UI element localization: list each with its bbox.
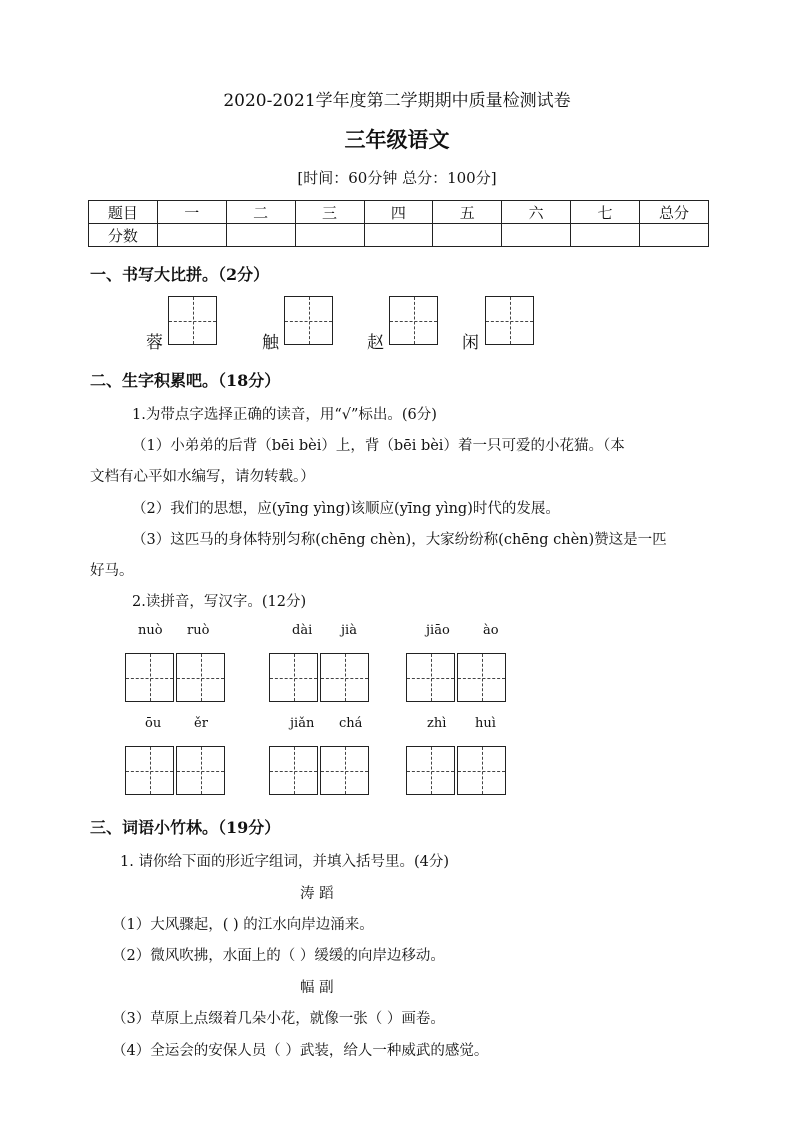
subject-title: 三年级语文 <box>344 127 450 152</box>
score-input-cell[interactable] <box>640 224 709 247</box>
table-cell: 四 <box>364 201 433 224</box>
pinyin-label: nuò <box>138 623 163 638</box>
question-line: 好马。 <box>90 563 134 579</box>
practice-char: 赵 <box>367 333 384 353</box>
score-input-cell[interactable] <box>502 224 571 247</box>
table-cell: 分数 <box>89 224 158 247</box>
question-line: （2）我们的思想，应(yīng yìng)该顺应(yīng yìng)时代的发展。 <box>132 501 560 517</box>
table-cell: 七 <box>571 201 640 224</box>
table-cell: 题目 <box>89 201 158 224</box>
table-cell: 总分 <box>640 201 709 224</box>
word-pair: 涛 蹈 <box>300 886 334 902</box>
writing-grid[interactable] <box>485 296 534 345</box>
pinyin-label: chá <box>339 716 363 731</box>
writing-grid[interactable] <box>406 653 455 702</box>
score-table <box>88 200 709 247</box>
question-line: （1）小弟弟的后背（bēi bèi）上，背（bēi bèi）着一只可爱的小花猫。（本 <box>132 438 625 454</box>
writing-grid[interactable] <box>320 746 369 795</box>
pinyin-label: zhì <box>427 716 447 731</box>
pinyin-label: huì <box>475 716 496 731</box>
pinyin-label: ào <box>483 623 499 638</box>
score-input-cell[interactable] <box>571 224 640 247</box>
score-input-cell[interactable] <box>364 224 433 247</box>
writing-grid[interactable] <box>457 653 506 702</box>
writing-grid[interactable] <box>125 653 174 702</box>
question-line: （1）大风骤起，( ) 的江水向岸边涌来。 <box>112 917 374 933</box>
question-line: （3）这匹马的身体特别匀称(chēng chèn)，大家纷纷称(chēng chèn)赞这是一匹 <box>132 532 667 548</box>
table-cell: 二 <box>226 201 295 224</box>
writing-grid[interactable] <box>389 296 438 345</box>
word-pair: 幅 副 <box>300 980 334 996</box>
practice-char: 触 <box>262 333 279 353</box>
question-line: 文档有心平如水编写，请勿转载。） <box>90 469 315 485</box>
writing-grid[interactable] <box>284 296 333 345</box>
writing-grid[interactable] <box>168 296 217 345</box>
question-2-2: 2.读拼音，写汉字。(12分) <box>132 594 307 610</box>
exam-meta: [时间：60分钟 总分：100分] <box>297 169 497 187</box>
question-line: （2）微风吹拂，水面上的（ ）缓缓的向岸边移动。 <box>112 948 445 964</box>
writing-grid[interactable] <box>176 746 225 795</box>
pinyin-label: ěr <box>194 716 208 731</box>
writing-grid[interactable] <box>457 746 506 795</box>
question-line: （4）全运会的安保人员（ ）武装，给人一种威武的感觉。 <box>112 1043 489 1059</box>
question-2-1: 1.为带点字选择正确的读音，用“√”标出。(6分) <box>132 407 437 423</box>
score-input-cell[interactable] <box>157 224 226 247</box>
table-cell: 一 <box>157 201 226 224</box>
table-cell: 五 <box>433 201 502 224</box>
pinyin-label: jiǎn <box>290 716 315 731</box>
pinyin-label: ruò <box>187 623 210 638</box>
table-cell: 三 <box>295 201 364 224</box>
table-row <box>89 201 709 224</box>
exam-title: 2020-2021学年度第二学期期中质量检测试卷 <box>223 91 571 111</box>
practice-char: 闲 <box>462 333 479 353</box>
pinyin-label: dài <box>292 623 313 638</box>
writing-grid[interactable] <box>125 746 174 795</box>
score-input-cell[interactable] <box>295 224 364 247</box>
pinyin-label: jià <box>341 623 357 638</box>
writing-grid[interactable] <box>269 746 318 795</box>
question-line: （3）草原上点缀着几朵小花，就像一张（ ）画卷。 <box>112 1011 445 1027</box>
table-row <box>89 224 709 247</box>
writing-grid[interactable] <box>269 653 318 702</box>
writing-grid[interactable] <box>320 653 369 702</box>
practice-char: 蓉 <box>146 333 163 353</box>
table-cell: 六 <box>502 201 571 224</box>
question-3-1: 1. 请你给下面的形近字组词，并填入括号里。(4分) <box>120 854 449 870</box>
pinyin-label: jiāo <box>426 623 450 638</box>
writing-grid[interactable] <box>176 653 225 702</box>
section1-heading: 一、书写大比拼。（2分） <box>90 265 270 284</box>
pinyin-label: ōu <box>145 716 162 731</box>
writing-grid[interactable] <box>406 746 455 795</box>
score-input-cell[interactable] <box>433 224 502 247</box>
section3-heading: 三、词语小竹林。（19分） <box>90 818 281 837</box>
section2-heading: 二、生字积累吧。（18分） <box>90 371 281 390</box>
score-input-cell[interactable] <box>226 224 295 247</box>
